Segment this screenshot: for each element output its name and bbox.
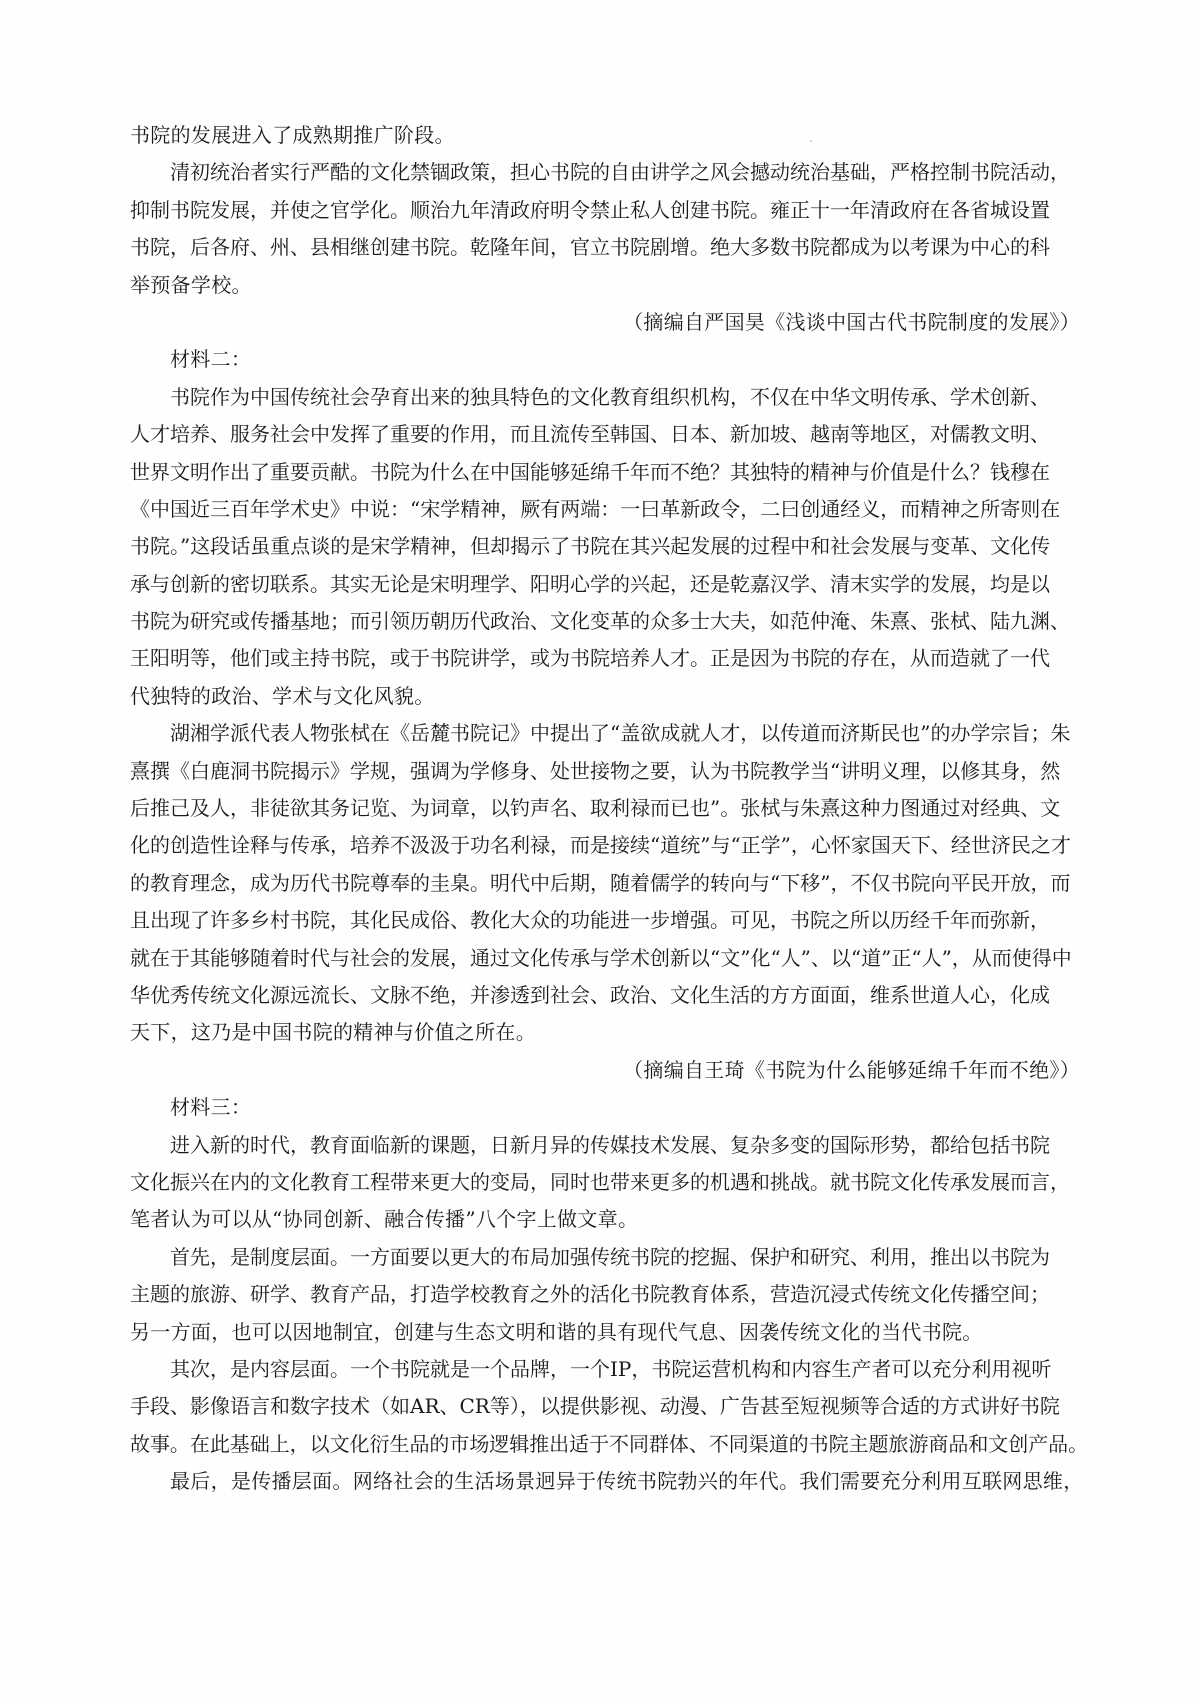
text-line: 的教育理念，成为历代书院尊奉的圭臬。明代中后期，随着儒学的转向与“下移”，不仅书院向平民开放，而 — [130, 870, 1071, 895]
text-line: 熹撰《白鹿洞书院揭示》学规，强调为学修身、处世接物之要，认为书院教学当“讲明义理，以修其身，然 — [130, 758, 1061, 783]
text-line: 材料二： — [170, 347, 252, 372]
text-line: 天下，这乃是中国书院的精神与价值之所在。 — [130, 1020, 536, 1045]
text-line: 最后，是传播层面。网络社会的生活场景迥异于传统书院勃兴的年代。我们需要充分利用互联网思维， — [170, 1469, 1084, 1494]
text-line: 举预备学校。 — [130, 272, 252, 297]
text-line: 另一方面，也可以因地制宜，创建与生态文明和谐的具有现代气息、因袭传统文化的当代书院。 — [130, 1319, 983, 1344]
text-line: 世界文明作出了重要贡献。书院为什么在中国能够延绵千年而不绝？其独特的精神与价值是什么？钱穆在 — [130, 459, 1050, 484]
text-line: 湖湘学派代表人物张栻在《岳麓书院记》中提出了“盖欲成就人才，以传道而济斯民也”的办学宗旨；朱 — [170, 721, 1071, 746]
text-line: 化的创造性诠释与传承，培养不汲汲于功名利禄，而是接续“道统”与“正学”，心怀家国天下、经世济民之才 — [130, 833, 1071, 858]
text-line: 首先，是制度层面。一方面要以更大的布局加强传统书院的挖掘、保护和研究、利用，推出以书院为 — [170, 1244, 1050, 1269]
source-citation: （摘编自王琦《书院为什么能够延绵千年而不绝》） — [623, 1057, 1080, 1082]
text-line: 书院作为中国传统社会孕育出来的独具特色的文化教育组织机构，不仅在中华文明传承、学术创新、 — [170, 384, 1050, 409]
text-line: 华优秀传统文化源远流长、文脉不绝，并渗透到社会、政治、文化生活的方方面面，维系世道人心，化成 — [130, 982, 1050, 1007]
text-line: 材料三： — [170, 1095, 252, 1120]
text-line: 人才培养、服务社会中发挥了重要的作用，而且流传至韩国、日本、新加坡、越南等地区，对儒教文明、 — [130, 422, 1050, 447]
text-line: 其次，是内容层面。一个书院就是一个品牌，一个IP，书院运营机构和内容生产者可以充分利用视听 — [170, 1356, 1052, 1381]
text-line: 书院。”这段话虽重点谈的是宋学精神，但却揭示了书院在其兴起发展的过程中和社会发展与变革、文化传 — [130, 534, 1051, 559]
text-line: 清初统治者实行严酷的文化禁锢政策，担心书院的自由讲学之风会撼动统治基础，严格控制书院活动， — [170, 160, 1070, 185]
text-line: 书院，后各府、州、县相继创建书院。乾隆年间，官立书院剧增。绝大多数书院都成为以考课为中心的科 — [130, 235, 1050, 260]
text-line: 代独特的政治、学术与文化风貌。 — [130, 683, 435, 708]
document-body — [130, 125, 1088, 1508]
text-line: 后推己及人，非徒欲其务记览、为词章，以钓声名、取利禄而已也”。张栻与朱熹这种力图通过对经典、文 — [130, 796, 1061, 821]
text-line: 抑制书院发展，并使之官学化。顺治九年清政府明令禁止私人创建书院。雍正十一年清政府在各省城设置 — [130, 197, 1050, 222]
text-line: 故事。在此基础上，以文化衍生品的市场逻辑推出适于不同群体、不同渠道的书院主题旅游商品和文创产品。 — [130, 1431, 1089, 1456]
text-line: 书院为研究或传播基地；而引领历朝历代政治、文化变革的众多士大夫，如范仲淹、朱熹、张栻、陆九渊、 — [130, 609, 1070, 634]
text-line: 王阳明等，他们或主持书院，或于书院讲学，或为书院培养人才。正是因为书院的存在，从而造就了一代 — [130, 646, 1050, 671]
text-line: 承与创新的密切联系。其实无论是宋明理学、阳明心学的兴起，还是乾嘉汉学、清末实学的发展，均是以 — [130, 571, 1050, 596]
text-line: 《中国近三百年学术史》中说：“宋学精神，厥有两端：一曰革新政令，二曰创通经义，而精神之所寄则在 — [130, 496, 1061, 521]
source-citation: （摘编自严国昊《浅谈中国古代书院制度的发展》） — [623, 309, 1080, 334]
text-line: 就在于其能够随着时代与社会的发展，通过文化传承与学术创新以“文”化“人”、以“道”正“人”，从而使得中 — [130, 945, 1072, 970]
text-line: 文化振兴在内的文化教育工程带来更大的变局，同时也带来更多的机遇和挑战。就书院文化传承发展而言， — [130, 1169, 1070, 1194]
text-line: 书院的发展进入了成熟期推广阶段。 — [130, 123, 455, 147]
text-line: 笔者认为可以从“协同创新、融合传播”八个字上做文章。 — [130, 1207, 639, 1232]
text-line: 且出现了许多乡村书院，其化民成俗、教化大众的功能进一步增强。可见，书院之所以历经千年而弥新， — [130, 908, 1050, 933]
text-line: 手段、影像语言和数字技术（如AR、CR等），以提供影视、动漫、广告甚至短视频等合适的方式讲好书院 — [130, 1394, 1060, 1419]
text-line: 进入新的时代，教育面临新的课题，日新月异的传媒技术发展、复杂多变的国际形势，都给包括书院 — [170, 1132, 1050, 1157]
text-line: 主题的旅游、研学、教育产品，打造学校教育之外的活化书院教育体系，营造沉浸式传统文化传播空间； — [130, 1282, 1050, 1307]
